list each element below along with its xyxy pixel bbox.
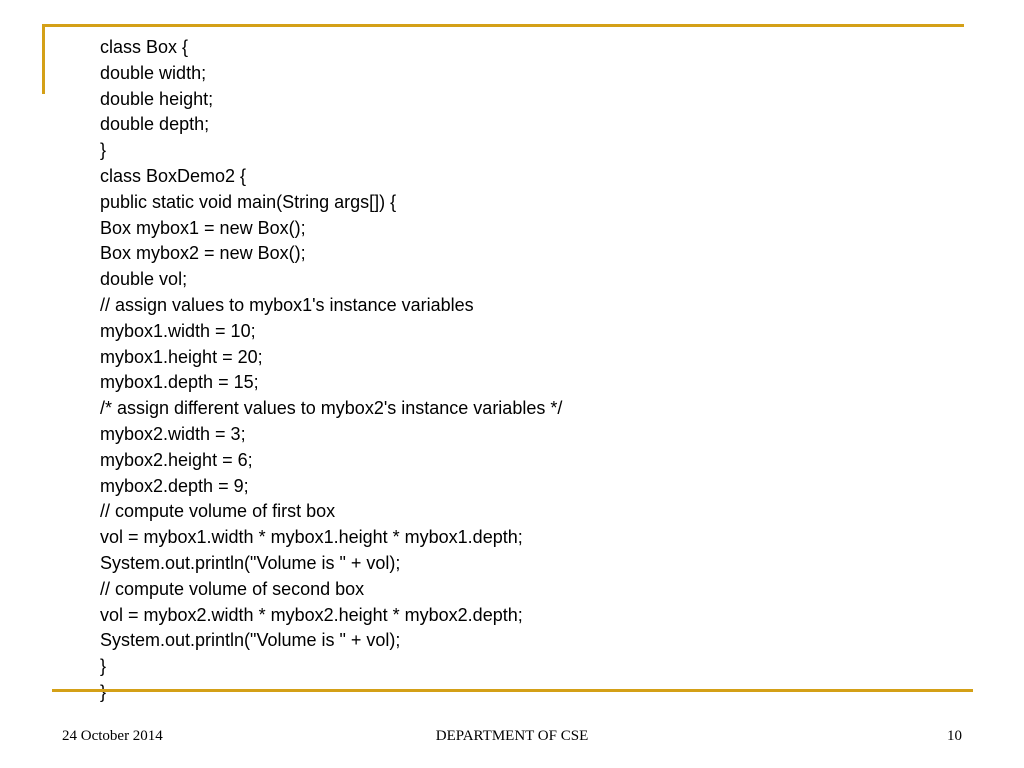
code-comment-line: // assign values to mybox1's instance variables xyxy=(100,294,474,315)
code-line: mybox1.height = 20; xyxy=(100,346,263,367)
code-line: double vol; xyxy=(100,269,188,290)
left-accent-line xyxy=(42,24,45,94)
code-line: double depth; xyxy=(100,114,210,135)
code-line xyxy=(100,680,960,706)
code-comment-line: /* assign different values to mybox2's instance variables */ xyxy=(100,398,563,419)
code-line: mybox2.width = 3; xyxy=(100,423,246,444)
code-line: System.out.println("Volume is " + vol); xyxy=(100,552,401,573)
code-line: mybox2.height = 6; xyxy=(100,449,253,470)
code-line: double height; xyxy=(100,88,214,109)
bottom-accent-line xyxy=(52,689,973,692)
code-line: vol = mybox2.width * mybox2.height * mybox2.depth; xyxy=(100,604,523,625)
code-line: mybox2.depth = 9; xyxy=(100,475,249,496)
code-line: } xyxy=(100,656,107,677)
code-line: Box mybox2 = new Box(); xyxy=(100,243,306,264)
code-line: Box mybox1 = new Box(); xyxy=(100,217,306,238)
code-line: System.out.println("Volume is " + vol); xyxy=(100,630,401,651)
code-block xyxy=(100,35,960,706)
code-line: mybox1.depth = 15; xyxy=(100,372,259,393)
top-accent-line xyxy=(42,24,964,27)
page-number: 10 xyxy=(947,728,962,744)
footer-department: DEPARTMENT OF CSE xyxy=(435,728,589,744)
code-comment-line: // compute volume of second box xyxy=(100,578,365,599)
code-line: mybox1.width = 10; xyxy=(100,320,256,341)
code-line: } xyxy=(100,140,107,161)
footer-date: 24 October 2014 xyxy=(62,728,163,744)
code-comment-line: // compute volume of first box xyxy=(100,501,336,522)
code-line: double width; xyxy=(100,62,207,83)
code-line: class BoxDemo2 { xyxy=(100,165,247,186)
code-line: public static void main(String args[]) { xyxy=(100,191,397,212)
code-line: class Box { xyxy=(100,37,189,57)
code-line: vol = mybox1.width * mybox1.height * mybox1.depth; xyxy=(100,527,523,548)
